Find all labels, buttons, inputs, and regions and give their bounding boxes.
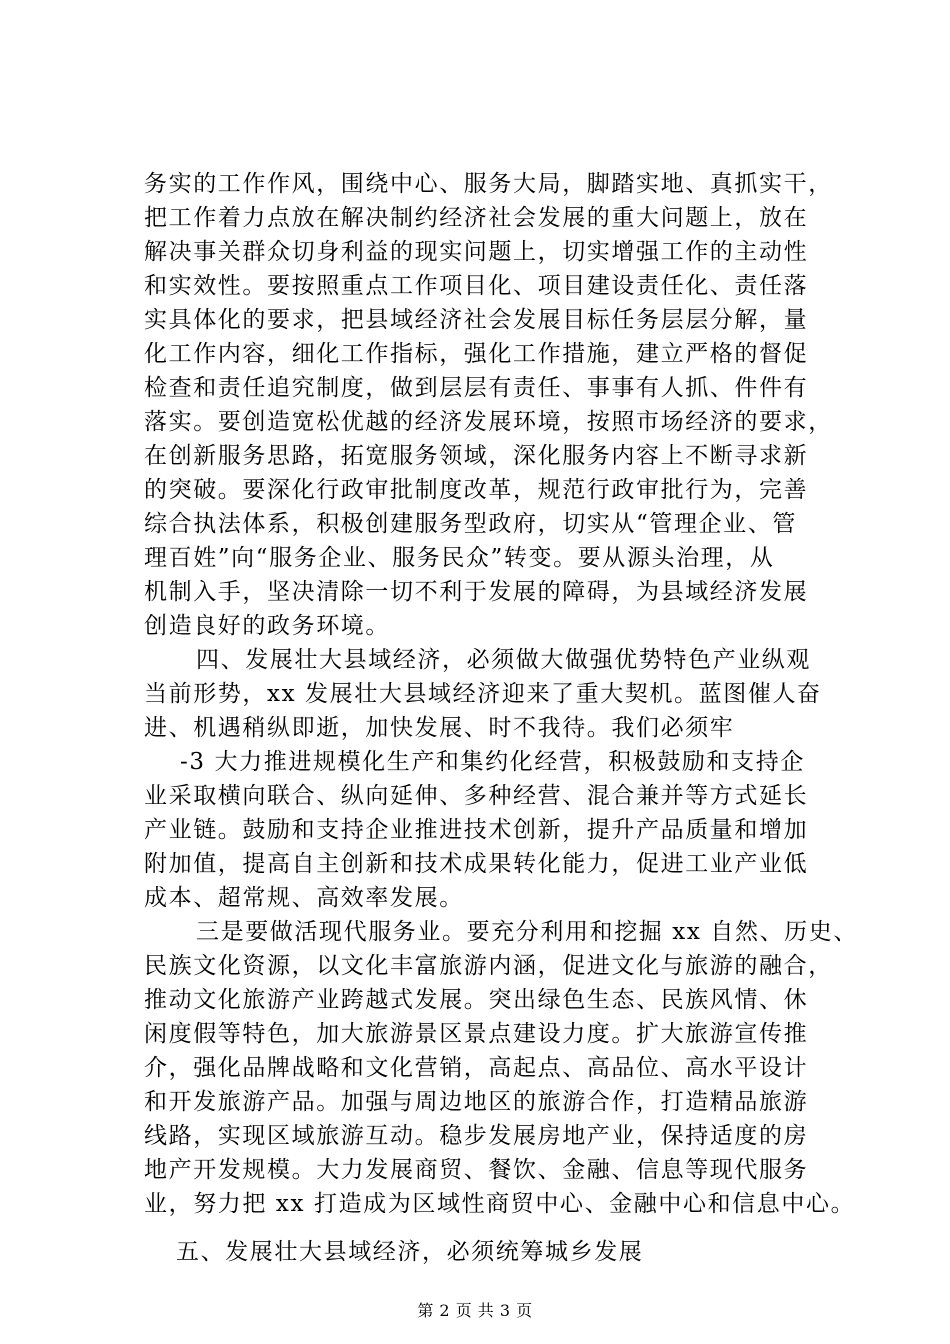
body-line: 业采取横向联合、纵向延伸、多种经营、混合兼并等方式延长 xyxy=(144,783,809,809)
body-line: 综合执法体系，积极创建服务型政府，切实从“管理企业、管 xyxy=(144,511,797,537)
body-line: 当前形势，xx 发展壮大县域经济迎来了重大契机。蓝图催人奋 xyxy=(144,681,822,707)
body-line: 机制入手，坚决清除一切不利于发展的障碍，为县域经济发展 xyxy=(144,579,809,605)
body-line: 创造良好的政务环境。 xyxy=(144,613,390,639)
body-line: 落实。要创造宽松优越的经济发展环境，按照市场经济的要求， xyxy=(144,409,833,435)
body-line: 的突破。要深化行政审批制度改革，规范行政审批行为，完善 xyxy=(144,477,809,503)
section-heading-4: 四、发展壮大县域经济，必须做大做强优势特色产业纵观 xyxy=(196,647,811,673)
body-line: 附加值，提高自主创新和技术成果转化能力，促进工业产业低 xyxy=(144,851,809,877)
body-line: 民族文化资源，以文化丰富旅游内涵，促进文化与旅游的融合， xyxy=(144,953,833,979)
body-line: 业，努力把 xx 打造成为区域性商贸中心、金融中心和信息中心。 xyxy=(144,1191,856,1217)
body-line: 理百姓”向“服务企业、服务民众”转变。要从源头治理，从 xyxy=(144,545,775,571)
body-line: 成本、超常规、高效率发展。 xyxy=(144,885,464,911)
body-line: 进、机遇稍纵即逝，加快发展、时不我待。我们必须牢 xyxy=(144,715,735,741)
body-line: -3 大力推进规模化生产和集约化经营，积极鼓励和支持企 xyxy=(180,749,805,775)
body-line: 介，强化品牌战略和文化营销，高起点、高品位、高水平设计 xyxy=(144,1055,809,1081)
body-line: 在创新服务思路，拓宽服务领域，深化服务内容上不断寻求新 xyxy=(144,443,809,469)
page-footer: 第 2 页 共 3 页 xyxy=(417,1301,533,1320)
body-line: 解决事关群众切身利益的现实问题上，切实增强工作的主动性 xyxy=(144,239,809,265)
body-line: 和开发旅游产品。加强与周边地区的旅游合作，打造精品旅游 xyxy=(144,1089,809,1115)
body-line: 地产开发规模。大力发展商贸、餐饮、金融、信息等现代服务 xyxy=(144,1157,809,1183)
section-heading-5: 五、发展壮大县域经济，必须统筹城乡发展 xyxy=(176,1239,644,1265)
body-line: 化工作内容，细化工作指标，强化工作措施，建立严格的督促 xyxy=(144,341,809,367)
body-line: 务实的工作作风，围绕中心、服务大局，脚踏实地、真抓实干， xyxy=(144,171,833,197)
body-line: 把工作着力点放在解决制约经济社会发展的重大问题上，放在 xyxy=(144,205,809,231)
body-line: 线路，实现区域旅游互动。稳步发展房地产业，保持适度的房 xyxy=(144,1123,809,1149)
paragraph-start: 三是要做活现代服务业。要充分利用和挖掘 xx 自然、历史、 xyxy=(196,919,858,945)
body-line: 和实效性。要按照重点工作项目化、项目建设责任化、责任落 xyxy=(144,273,809,299)
body-line: 闲度假等特色，加大旅游景区景点建设力度。扩大旅游宣传推 xyxy=(144,1021,809,1047)
body-line: 实具体化的要求，把县域经济社会发展目标任务层层分解，量 xyxy=(144,307,809,333)
body-line: 产业链。鼓励和支持企业推进技术创新，提升产品质量和增加 xyxy=(144,817,809,843)
body-line: 检查和责任追究制度，做到层层有责任、事事有人抓、件件有 xyxy=(144,375,809,401)
body-line: 推动文化旅游产业跨越式发展。突出绿色生态、民族风情、休 xyxy=(144,987,809,1013)
